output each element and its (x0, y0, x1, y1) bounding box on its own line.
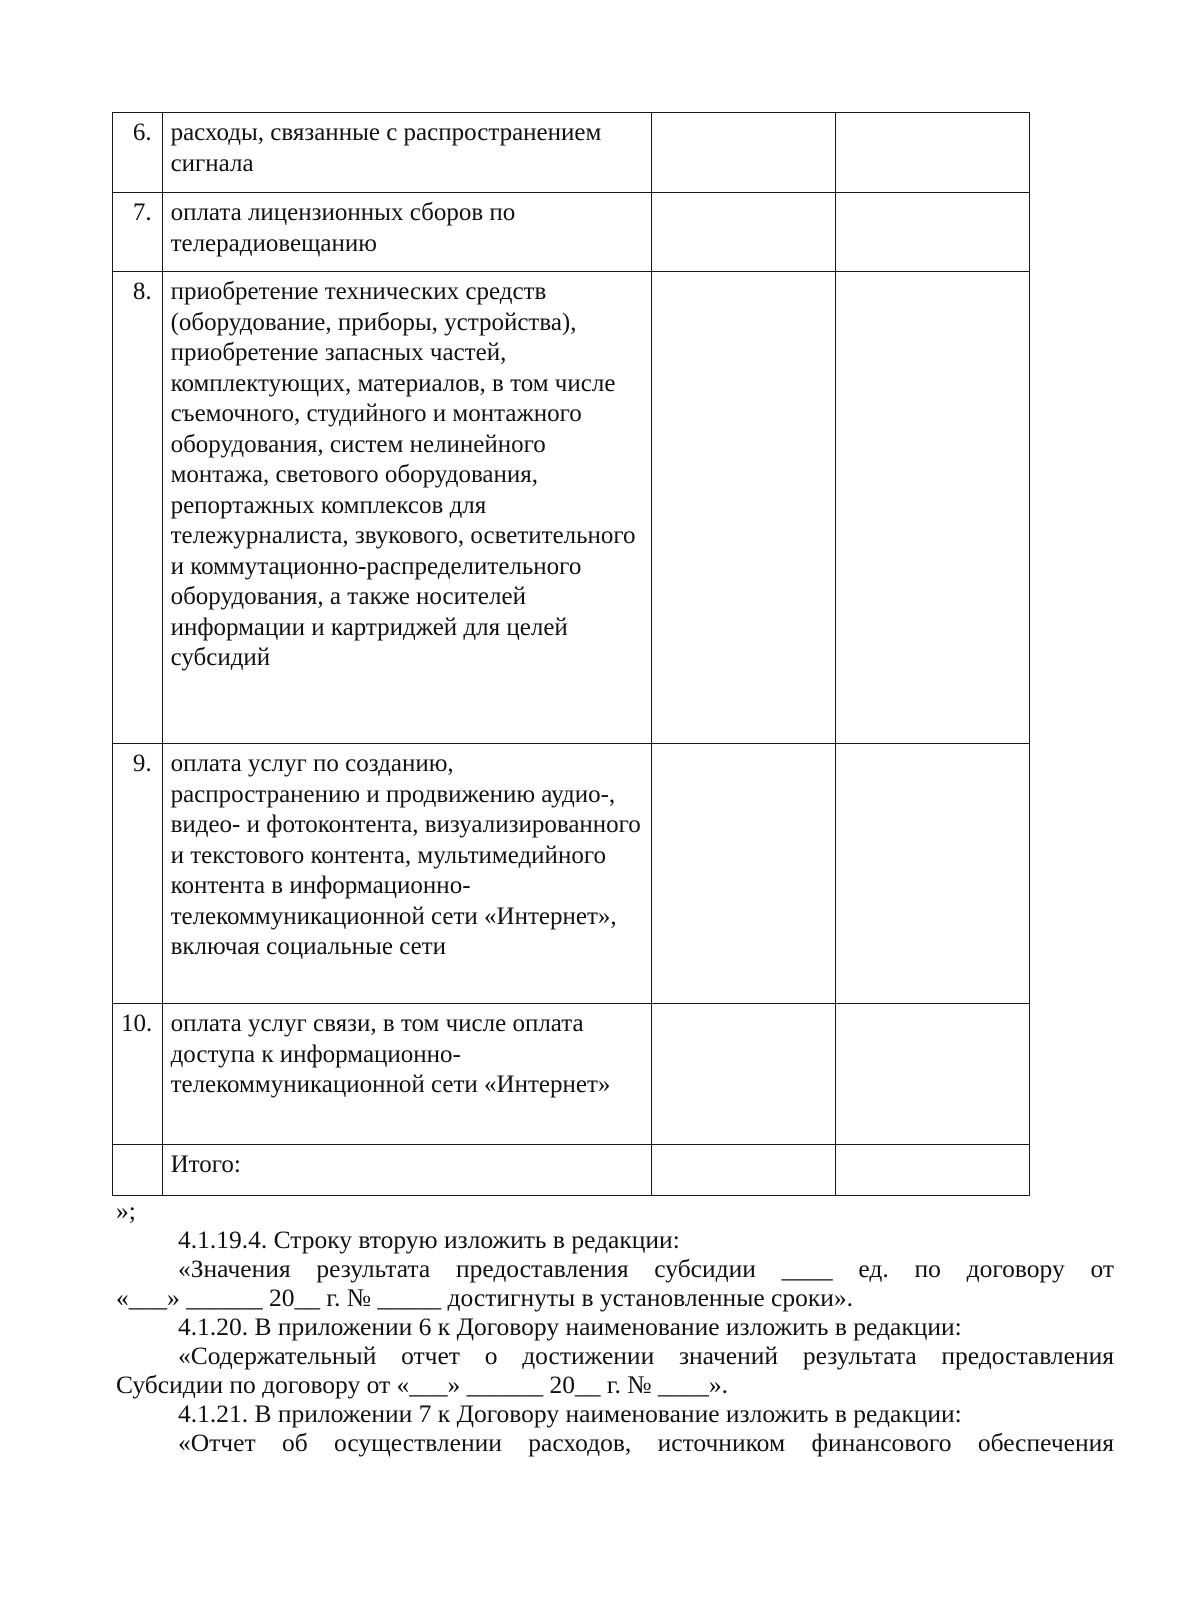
row-description: оплата услуг связи, в том числе оплата доступа к информационно-телекоммуникационной сети «Интернет» (162, 1004, 651, 1145)
table-row (113, 193, 1030, 272)
empty-cell (835, 1145, 1029, 1196)
row-number: 7. (113, 193, 163, 272)
table-row (113, 1145, 1030, 1196)
empty-cell (652, 113, 836, 193)
row-number (113, 1145, 163, 1196)
empty-cell (652, 1145, 836, 1196)
row-description: оплата лицензионных сборов по телерадиовещанию (162, 193, 651, 272)
empty-cell (652, 272, 836, 744)
row-number: 9. (113, 744, 163, 1004)
paragraph-report-line2: Субсидии по договору от «___» ______ 20__ г. № ____». (116, 1370, 729, 1399)
row-description: расходы, связанные с распространением сигнала (162, 113, 651, 193)
empty-cell (652, 193, 836, 272)
table-row (113, 744, 1030, 1004)
row-number: 10. (113, 1004, 163, 1145)
empty-cell (835, 744, 1029, 1004)
row-description: приобретение технических средств (оборудование, приборы, устройства), приобретение запасных частей, комплектующих, материалов, в том числе съемочного, студийного и монтажного оборудования, систем нелинейного монтажа, светового оборудования, репортажных комплексов для тележурналиста, звукового, осветительного и коммутационно-распределительного оборудования, а также носителей информации и картриджей для целей субсидий (162, 272, 651, 744)
empty-cell (835, 272, 1029, 744)
paragraph-4-1-20: 4.1.20. В приложении 6 к Договору наименование изложить в редакции: (178, 1312, 962, 1341)
paragraph-4-1-19-4: 4.1.19.4. Строку вторую изложить в редакции: (178, 1225, 680, 1254)
empty-cell (835, 193, 1029, 272)
row-number: 8. (113, 272, 163, 744)
expenses-table (112, 112, 1030, 1196)
quote-close: »; (116, 1196, 136, 1225)
row-number: 6. (113, 113, 163, 193)
table-row (113, 113, 1030, 193)
empty-cell (835, 1004, 1029, 1145)
empty-cell (652, 744, 836, 1004)
table-row (113, 1004, 1030, 1145)
empty-cell (652, 1004, 836, 1145)
row-description: оплата услуг по созданию, распространению и продвижению аудио-, видео- и фотоконтента, визуализированного и текстового контента, мультимедийного контента в информационно-телекоммуникационной сети «Интернет», включая социальные сети (162, 744, 651, 1004)
paragraph-expense-line1: «Отчет об осуществлении расходов, источником финансового обеспечения (178, 1428, 1114, 1457)
paragraph-result-line1: «Значения результата предоставления субсидии ____ ед. по договору от (178, 1254, 1114, 1283)
empty-cell (835, 113, 1029, 193)
paragraph-4-1-21: 4.1.21. В приложении 7 к Договору наименование изложить в редакции: (178, 1399, 962, 1428)
total-label: Итого: (162, 1145, 651, 1196)
table-row (113, 272, 1030, 744)
paragraph-result-line2: «___» ______ 20__ г. № _____ достигнуты в установленные сроки». (116, 1283, 854, 1312)
paragraph-report-line1: «Содержательный отчет о достижении значений результата предоставления (178, 1341, 1114, 1370)
